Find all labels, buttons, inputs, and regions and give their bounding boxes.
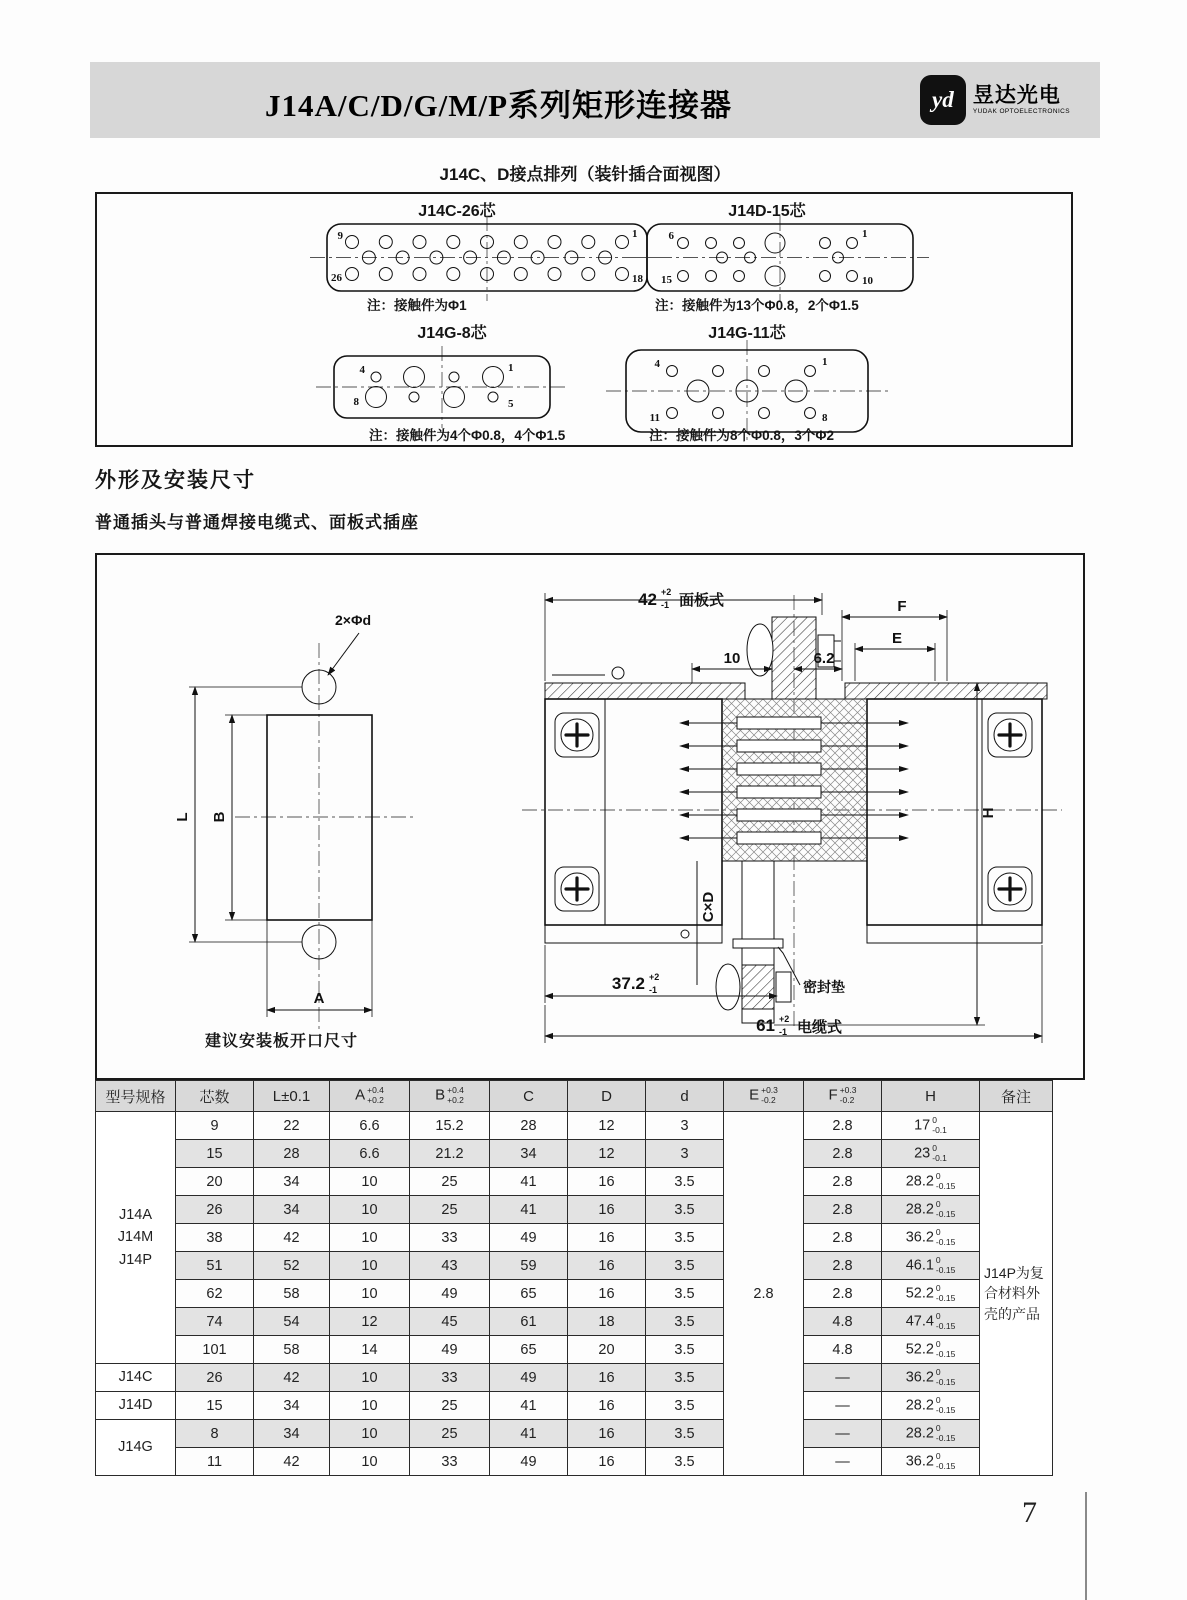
dim-panel-mode: 面板式	[679, 592, 725, 609]
table-cell: 3.5	[646, 1448, 724, 1476]
table-cell: 33	[410, 1448, 490, 1476]
table-cell: 34	[490, 1140, 568, 1168]
table-cell: 3	[646, 1112, 724, 1140]
pin-number: 15	[661, 274, 672, 286]
column-header: E +0.3 -0.2	[724, 1081, 804, 1112]
table-cell: 21.2	[410, 1140, 490, 1168]
table-cell: 101	[176, 1336, 254, 1364]
table-cell: 3.5	[646, 1364, 724, 1392]
column-header: 芯数	[176, 1081, 254, 1112]
table-cell: 41	[490, 1168, 568, 1196]
footer-rule	[1085, 1492, 1087, 1600]
f-cell: —	[804, 1392, 882, 1420]
pin-number: 26	[331, 272, 342, 284]
connector-name: J14G-8芯	[417, 325, 487, 342]
column-header: L±0.1	[254, 1081, 330, 1112]
pin-diagram-j14g-8	[312, 346, 572, 428]
table-cell: 34	[254, 1392, 330, 1420]
f-cell: —	[804, 1448, 882, 1476]
dim-CxD: C×D	[700, 891, 717, 923]
header-row	[96, 1081, 1053, 1112]
table-cell: 49	[490, 1364, 568, 1392]
table-cell: 65	[490, 1336, 568, 1364]
dim-cable: 61	[756, 1016, 775, 1035]
table-cell: 16	[568, 1420, 646, 1448]
table-cell: 20	[176, 1168, 254, 1196]
table-cell: 15	[176, 1392, 254, 1420]
table-cell: 3.5	[646, 1168, 724, 1196]
table-cell: 58	[254, 1336, 330, 1364]
table-cell: 59	[490, 1252, 568, 1280]
pin-diagram-j14c-26	[302, 216, 672, 301]
table-cell: 49	[410, 1336, 490, 1364]
outline-drawing	[97, 555, 1083, 1078]
table-cell: 52	[254, 1252, 330, 1280]
section-heading: 外形及安装尺寸	[95, 469, 256, 492]
page-number: 7	[1022, 1496, 1037, 1529]
pin-number: 6	[668, 230, 674, 242]
dim-B: B	[211, 811, 228, 823]
table-cell: 25	[410, 1168, 490, 1196]
header-bar	[90, 62, 1100, 138]
f-cell: 2.8	[804, 1252, 882, 1280]
f-cell: 2.8	[804, 1140, 882, 1168]
spec-table-head	[96, 1081, 1053, 1112]
h-cell: 17 0 -0.1	[882, 1112, 980, 1140]
column-header: D	[568, 1081, 646, 1112]
table-row	[96, 1196, 1053, 1224]
pin-note: 注：接触件为13个Φ0.8，2个Φ1.5	[655, 298, 859, 313]
dim-tol-dn: -1	[661, 600, 670, 610]
table-cell: 12	[568, 1140, 646, 1168]
table-cell: 49	[490, 1224, 568, 1252]
table-row	[96, 1168, 1053, 1196]
f-cell: —	[804, 1420, 882, 1448]
table-row	[96, 1420, 1053, 1448]
table-cell: 58	[254, 1280, 330, 1308]
table-row	[96, 1112, 1053, 1140]
h-cell: 47.4 0 -0.15	[882, 1308, 980, 1336]
table-cell: 15.2	[410, 1112, 490, 1140]
pin-number: 1	[632, 228, 638, 240]
table-cell: 10	[330, 1224, 410, 1252]
table-cell: 18	[568, 1308, 646, 1336]
dim-L: L	[174, 812, 191, 822]
h-cell: 36.2 0 -0.15	[882, 1448, 980, 1476]
table-cell: 38	[176, 1224, 254, 1252]
table-cell: 33	[410, 1224, 490, 1252]
pin-arrangement-panel	[95, 192, 1073, 447]
pin-number: 8	[822, 412, 828, 424]
pin-note: 注：接触件为Φ1	[367, 298, 467, 313]
table-cell: 6.6	[330, 1112, 410, 1140]
table-cell: 62	[176, 1280, 254, 1308]
f-cell: 2.8	[804, 1280, 882, 1308]
table-cell: 41	[490, 1420, 568, 1448]
table-cell: 16	[568, 1252, 646, 1280]
hole-callout: 2×Φd	[335, 612, 372, 628]
f-cell: 4.8	[804, 1308, 882, 1336]
table-cell: 10	[330, 1364, 410, 1392]
h-cell: 52.2 0 -0.15	[882, 1280, 980, 1308]
e-merged-cell: 2.8	[724, 1112, 804, 1476]
table-cell: 25	[410, 1392, 490, 1420]
table-cell: 22	[254, 1112, 330, 1140]
table-cell: 14	[330, 1336, 410, 1364]
table-cell: 16	[568, 1280, 646, 1308]
table-cell: 10	[330, 1252, 410, 1280]
table-cell: 3.5	[646, 1420, 724, 1448]
table-cell: 3.5	[646, 1392, 724, 1420]
table-cell: 16	[568, 1364, 646, 1392]
table-cell: 3.5	[646, 1280, 724, 1308]
dim-tol-up: +2	[779, 1014, 790, 1024]
table-cell: 10	[330, 1392, 410, 1420]
table-cell: 20	[568, 1336, 646, 1364]
table-cell: 16	[568, 1224, 646, 1252]
connector-name: J14G-11芯	[708, 325, 786, 342]
spec-table	[95, 1080, 1053, 1476]
h-cell: 23 0 -0.1	[882, 1140, 980, 1168]
pin-number: 11	[649, 412, 660, 424]
table-row	[96, 1280, 1053, 1308]
dim-F: F	[897, 598, 907, 615]
table-cell: 42	[254, 1364, 330, 1392]
table-cell: 9	[176, 1112, 254, 1140]
column-header: d	[646, 1081, 724, 1112]
pin-number: 1	[508, 362, 514, 374]
dim-cable-mode: 电缆式	[797, 1019, 843, 1036]
dim-tol-dn: -1	[779, 1027, 788, 1037]
table-cell: 43	[410, 1252, 490, 1280]
table-cell: 34	[254, 1168, 330, 1196]
table-cell: 61	[490, 1308, 568, 1336]
table-cell: 42	[254, 1224, 330, 1252]
pin-number: 4	[654, 358, 660, 370]
table-cell: 10	[330, 1196, 410, 1224]
table-cell: 10	[330, 1448, 410, 1476]
f-cell: 2.8	[804, 1224, 882, 1252]
dim-10: 10	[723, 650, 741, 667]
column-header: H	[882, 1081, 980, 1112]
f-cell: —	[804, 1364, 882, 1392]
table-row	[96, 1140, 1053, 1168]
dim-panel-width: 42	[638, 590, 657, 609]
f-cell: 2.8	[804, 1112, 882, 1140]
pin-section-title: J14C、D接点排列（装针插合面视图）	[439, 165, 731, 184]
column-header: C	[490, 1081, 568, 1112]
h-cell: 52.2 0 -0.15	[882, 1336, 980, 1364]
table-cell: 6.6	[330, 1140, 410, 1168]
h-cell: 36.2 0 -0.15	[882, 1364, 980, 1392]
table-cell: 41	[490, 1392, 568, 1420]
logo-mark-icon: yd	[920, 75, 966, 125]
model-group-cell: J14A J14M J14P	[96, 1112, 176, 1364]
table-row	[96, 1392, 1053, 1420]
dim-H: H	[980, 807, 997, 819]
pin-number: 18	[632, 273, 643, 285]
table-cell: 16	[568, 1448, 646, 1476]
pin-diagram-j14d-15	[625, 216, 935, 301]
pin-number: 9	[337, 230, 343, 242]
table-cell: 16	[568, 1168, 646, 1196]
connector-name: J14D-15芯	[728, 203, 806, 220]
dim-tol-up: +2	[649, 972, 660, 982]
table-row	[96, 1308, 1053, 1336]
f-cell: 2.8	[804, 1196, 882, 1224]
table-cell: 8	[176, 1420, 254, 1448]
table-cell: 26	[176, 1196, 254, 1224]
table-cell: 3.5	[646, 1308, 724, 1336]
h-cell: 28.2 0 -0.15	[882, 1392, 980, 1420]
model-group-cell: J14D	[96, 1392, 176, 1420]
dim-tol-dn: -1	[649, 985, 658, 995]
table-cell: 25	[410, 1420, 490, 1448]
pin-note: 注：接触件为4个Φ0.8，4个Φ1.5	[369, 428, 566, 443]
logo-name-cn: 昱达光电	[972, 83, 1061, 107]
table-row	[96, 1252, 1053, 1280]
mounting-cutout-view	[174, 612, 415, 1033]
table-cell: 12	[568, 1112, 646, 1140]
seal-label: 密封垫	[803, 979, 845, 995]
h-cell: 46.1 0 -0.15	[882, 1252, 980, 1280]
dim-A: A	[313, 990, 325, 1007]
section-subheading: 普通插头与普通焊接电缆式、面板式插座	[95, 513, 419, 532]
pin-number: 4	[359, 364, 365, 376]
table-cell: 34	[254, 1420, 330, 1448]
column-header: F +0.3 -0.2	[804, 1081, 882, 1112]
table-cell: 3.5	[646, 1336, 724, 1364]
table-row	[96, 1224, 1053, 1252]
table-cell: 33	[410, 1364, 490, 1392]
pin-number: 8	[353, 396, 359, 408]
column-header: 备注	[980, 1081, 1053, 1112]
outline-drawing-panel	[95, 553, 1085, 1080]
logo-name-en: YUDAK OPTOELECTRONICS	[972, 107, 1070, 115]
dim-E: E	[891, 630, 903, 647]
table-cell: 25	[410, 1196, 490, 1224]
table-cell: 41	[490, 1196, 568, 1224]
table-cell: 51	[176, 1252, 254, 1280]
model-group-cell: J14G	[96, 1420, 176, 1476]
company-logo	[920, 75, 1070, 125]
table-cell: 10	[330, 1168, 410, 1196]
pin-note: 注：接触件为8个Φ0.8，3个Φ2	[649, 428, 834, 443]
model-group-cell: J14C	[96, 1364, 176, 1392]
table-cell: 45	[410, 1308, 490, 1336]
table-cell: 3	[646, 1140, 724, 1168]
remark-cell: J14P为复合材料外壳的产品	[980, 1112, 1053, 1476]
table-cell: 34	[254, 1196, 330, 1224]
h-cell: 36.2 0 -0.15	[882, 1224, 980, 1252]
table-row	[96, 1336, 1053, 1364]
table-cell: 15	[176, 1140, 254, 1168]
table-cell: 10	[330, 1280, 410, 1308]
table-cell: 49	[490, 1448, 568, 1476]
page-title: J14A/C/D/G/M/P系列矩形连接器	[265, 88, 733, 123]
table-cell: 65	[490, 1280, 568, 1308]
table-cell: 26	[176, 1364, 254, 1392]
table-cell: 54	[254, 1308, 330, 1336]
table-cell: 74	[176, 1308, 254, 1336]
table-cell: 12	[330, 1308, 410, 1336]
dim-tol-up: +2	[661, 587, 672, 597]
table-cell: 11	[176, 1448, 254, 1476]
table-cell: 3.5	[646, 1224, 724, 1252]
column-header: 型号规格	[96, 1081, 176, 1112]
pin-number: 1	[862, 228, 868, 240]
pin-number: 1	[822, 356, 828, 368]
column-header: A +0.4 +0.2	[330, 1081, 410, 1112]
pin-number: 10	[862, 275, 873, 287]
table-cell: 28	[254, 1140, 330, 1168]
table-row	[96, 1448, 1053, 1476]
h-cell: 28.2 0 -0.15	[882, 1196, 980, 1224]
dim-6-2: 6.2	[813, 650, 835, 667]
table-cell: 49	[410, 1280, 490, 1308]
connector-name: J14C-26芯	[418, 203, 496, 220]
column-header: B +0.4 +0.2	[410, 1081, 490, 1112]
table-cell: 10	[330, 1420, 410, 1448]
table-row	[96, 1364, 1053, 1392]
cutout-caption: 建议安装板开口尺寸	[205, 1033, 359, 1050]
table-cell: 16	[568, 1392, 646, 1420]
table-cell: 28	[490, 1112, 568, 1140]
f-cell: 2.8	[804, 1168, 882, 1196]
dim-bottom: 37.2	[611, 974, 645, 993]
h-cell: 28.2 0 -0.15	[882, 1168, 980, 1196]
h-cell: 28.2 0 -0.15	[882, 1420, 980, 1448]
table-cell: 3.5	[646, 1252, 724, 1280]
connector-section-view	[522, 587, 1062, 1043]
table-cell: 16	[568, 1196, 646, 1224]
table-cell: 42	[254, 1448, 330, 1476]
table-cell: 3.5	[646, 1196, 724, 1224]
pin-number: 5	[508, 398, 514, 410]
f-cell: 4.8	[804, 1336, 882, 1364]
spec-table-body	[96, 1112, 1053, 1476]
